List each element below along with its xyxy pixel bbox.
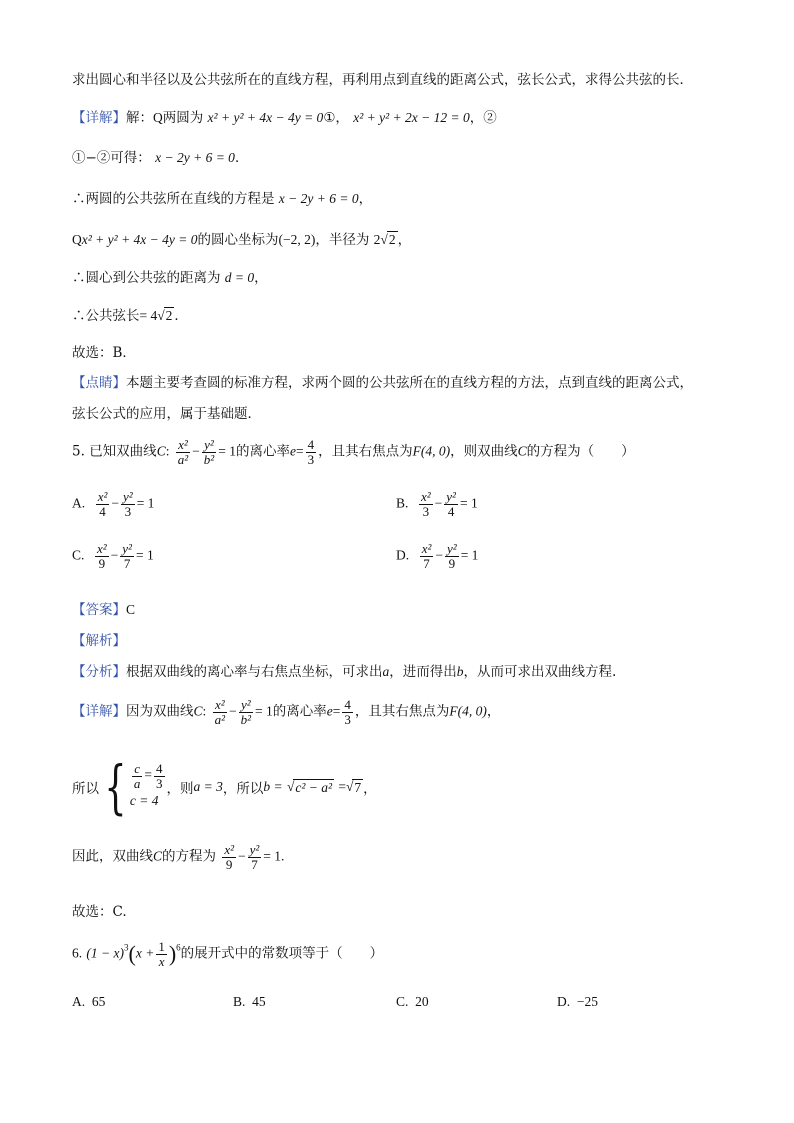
q4-detail-line-4: Qx² + y² + 4x − 4y = 0的圆心坐标为(−2, 2)，半径为 2√2 ， [72,232,412,248]
q4-choice: 故选：B． [72,345,136,361]
q4-detail-line-5: ∴圆心到公共弦的距离为 d = 0， [72,270,268,286]
q6-option-a[interactable]: A. 65 [72,994,106,1009]
q5-option-d[interactable]: D. $\frac{\text{x²}}{7}$ − $\frac{\text{y²}}{9}$ = 1 [396,541,479,571]
fraction-y: $\frac{\text{y²}}{\text{b²}}$ [203,437,215,467]
q5-detail-line-1: 【详解】因为双曲线C: $\frac{\text{x²}}{\text{a²}}$ − $\frac{\text{y²}}{\text{b²}}$ = 1的离心率e= $\frac{4}{3}$ ，且其右焦点为F(4, 0)， [72,697,501,727]
detail-tag: 【详解】 [72,110,126,126]
q6-option-c[interactable]: C. 20 [396,994,429,1009]
q4-comment-line-1: 【点睛】本题主要考查圆的标准方程，求两个圆的公共弦所在的直线方程的方法，点到直线的距离公式， [72,375,693,391]
fraction-x: $\frac{\text{x²}}{\text{a²}}$ [177,437,189,467]
q5-choice: 故选：C. [72,904,127,920]
q6-option-b[interactable]: B. 45 [233,994,266,1009]
q4-detail-line-3: ∴两圆的公共弦所在直线的方程是 x − 2y + 6 = 0， [72,191,373,207]
question-number: 5. [72,443,85,460]
q4-detail-line-6: ∴公共弦长= 4√2 ． [72,308,188,324]
q6-stem: 6. $(1 - x)^3(x$ + $\frac{1}{x}$ )$^6$的展开式中的常数项等于（ ） [72,939,384,969]
q5-stem: 5. 已知双曲线C: $\frac{\text{x²}}{\text{a²}}$ − $\frac{\text{y²}}{\text{b²}}$ = 1的离心率e= $\frac{4}{3}$ ，且其右焦点为F(4, 0)，则双曲线C的方程为（ ） [72,437,635,467]
circle-equation-1: x² + y² + 4x − 4y = 0 [207,110,324,125]
q4-detail-line-2: ①−②可得： x − 2y + 6 = 0． [72,150,249,166]
q5-option-a[interactable]: A. $\frac{\text{x²}}{4}$ − $\frac{\text{y²}}{3}$ = 1 [72,489,155,519]
intro-text: 求出圆心和半径以及公共弦所在的直线方程，再利用点到直线的距离公式，弦长公式，求得公共弦的长． [72,72,693,88]
q4-detail-line-1: 【详解】解：Q两圆为 x² + y² + 4x − 4y = 0①， x² + y² + 2x − 12 = 0，② [72,110,497,126]
circle-equation-2: x² + y² + 2x − 12 = 0 [353,110,470,125]
q6-option-d[interactable]: D. −25 [557,994,598,1009]
q5-option-c[interactable]: C. $\frac{\text{x²}}{9}$ − $\frac{\text{y²}}{7}$ = 1 [72,541,154,571]
answer-tag: 【答案】 [72,602,126,618]
left-brace: { [104,753,127,821]
q5-option-b[interactable]: B. $\frac{\text{x²}}{3}$ − $\frac{\text{y²}}{4}$ = 1 [396,489,478,519]
q5-analysis: 【分析】根据双曲线的离心率与右焦点坐标，可求出a，进而得出b，从而可求出双曲线方程. [72,664,617,680]
q5-detail-system: 所以{ $\frac{c}{a}$ = $\frac{4}{3}$ c = 4 ，则a = 3，所以b = √c² − a² =√7 ， [72,753,377,821]
q5-analysis-tag: 【解析】 [72,633,126,649]
equation-system: $\frac{c}{a}$ = $\frac{4}{3}$ c = 4 [129,761,163,809]
q4-comment-line-2: 弦长公式的应用，属于基础题． [72,406,261,422]
comment-tag: 【点睛】 [72,375,126,391]
question-number: 6. [72,945,83,961]
q5-detail-conclusion: 因此，双曲线C的方程为 $\frac{\text{x²}}{9}$ − $\frac{\text{y²}}{7}$ = 1. [72,842,285,872]
q5-answer: 【答案】C [72,602,136,618]
eccentricity-fraction: $\frac{4}{3}$ [307,437,315,467]
